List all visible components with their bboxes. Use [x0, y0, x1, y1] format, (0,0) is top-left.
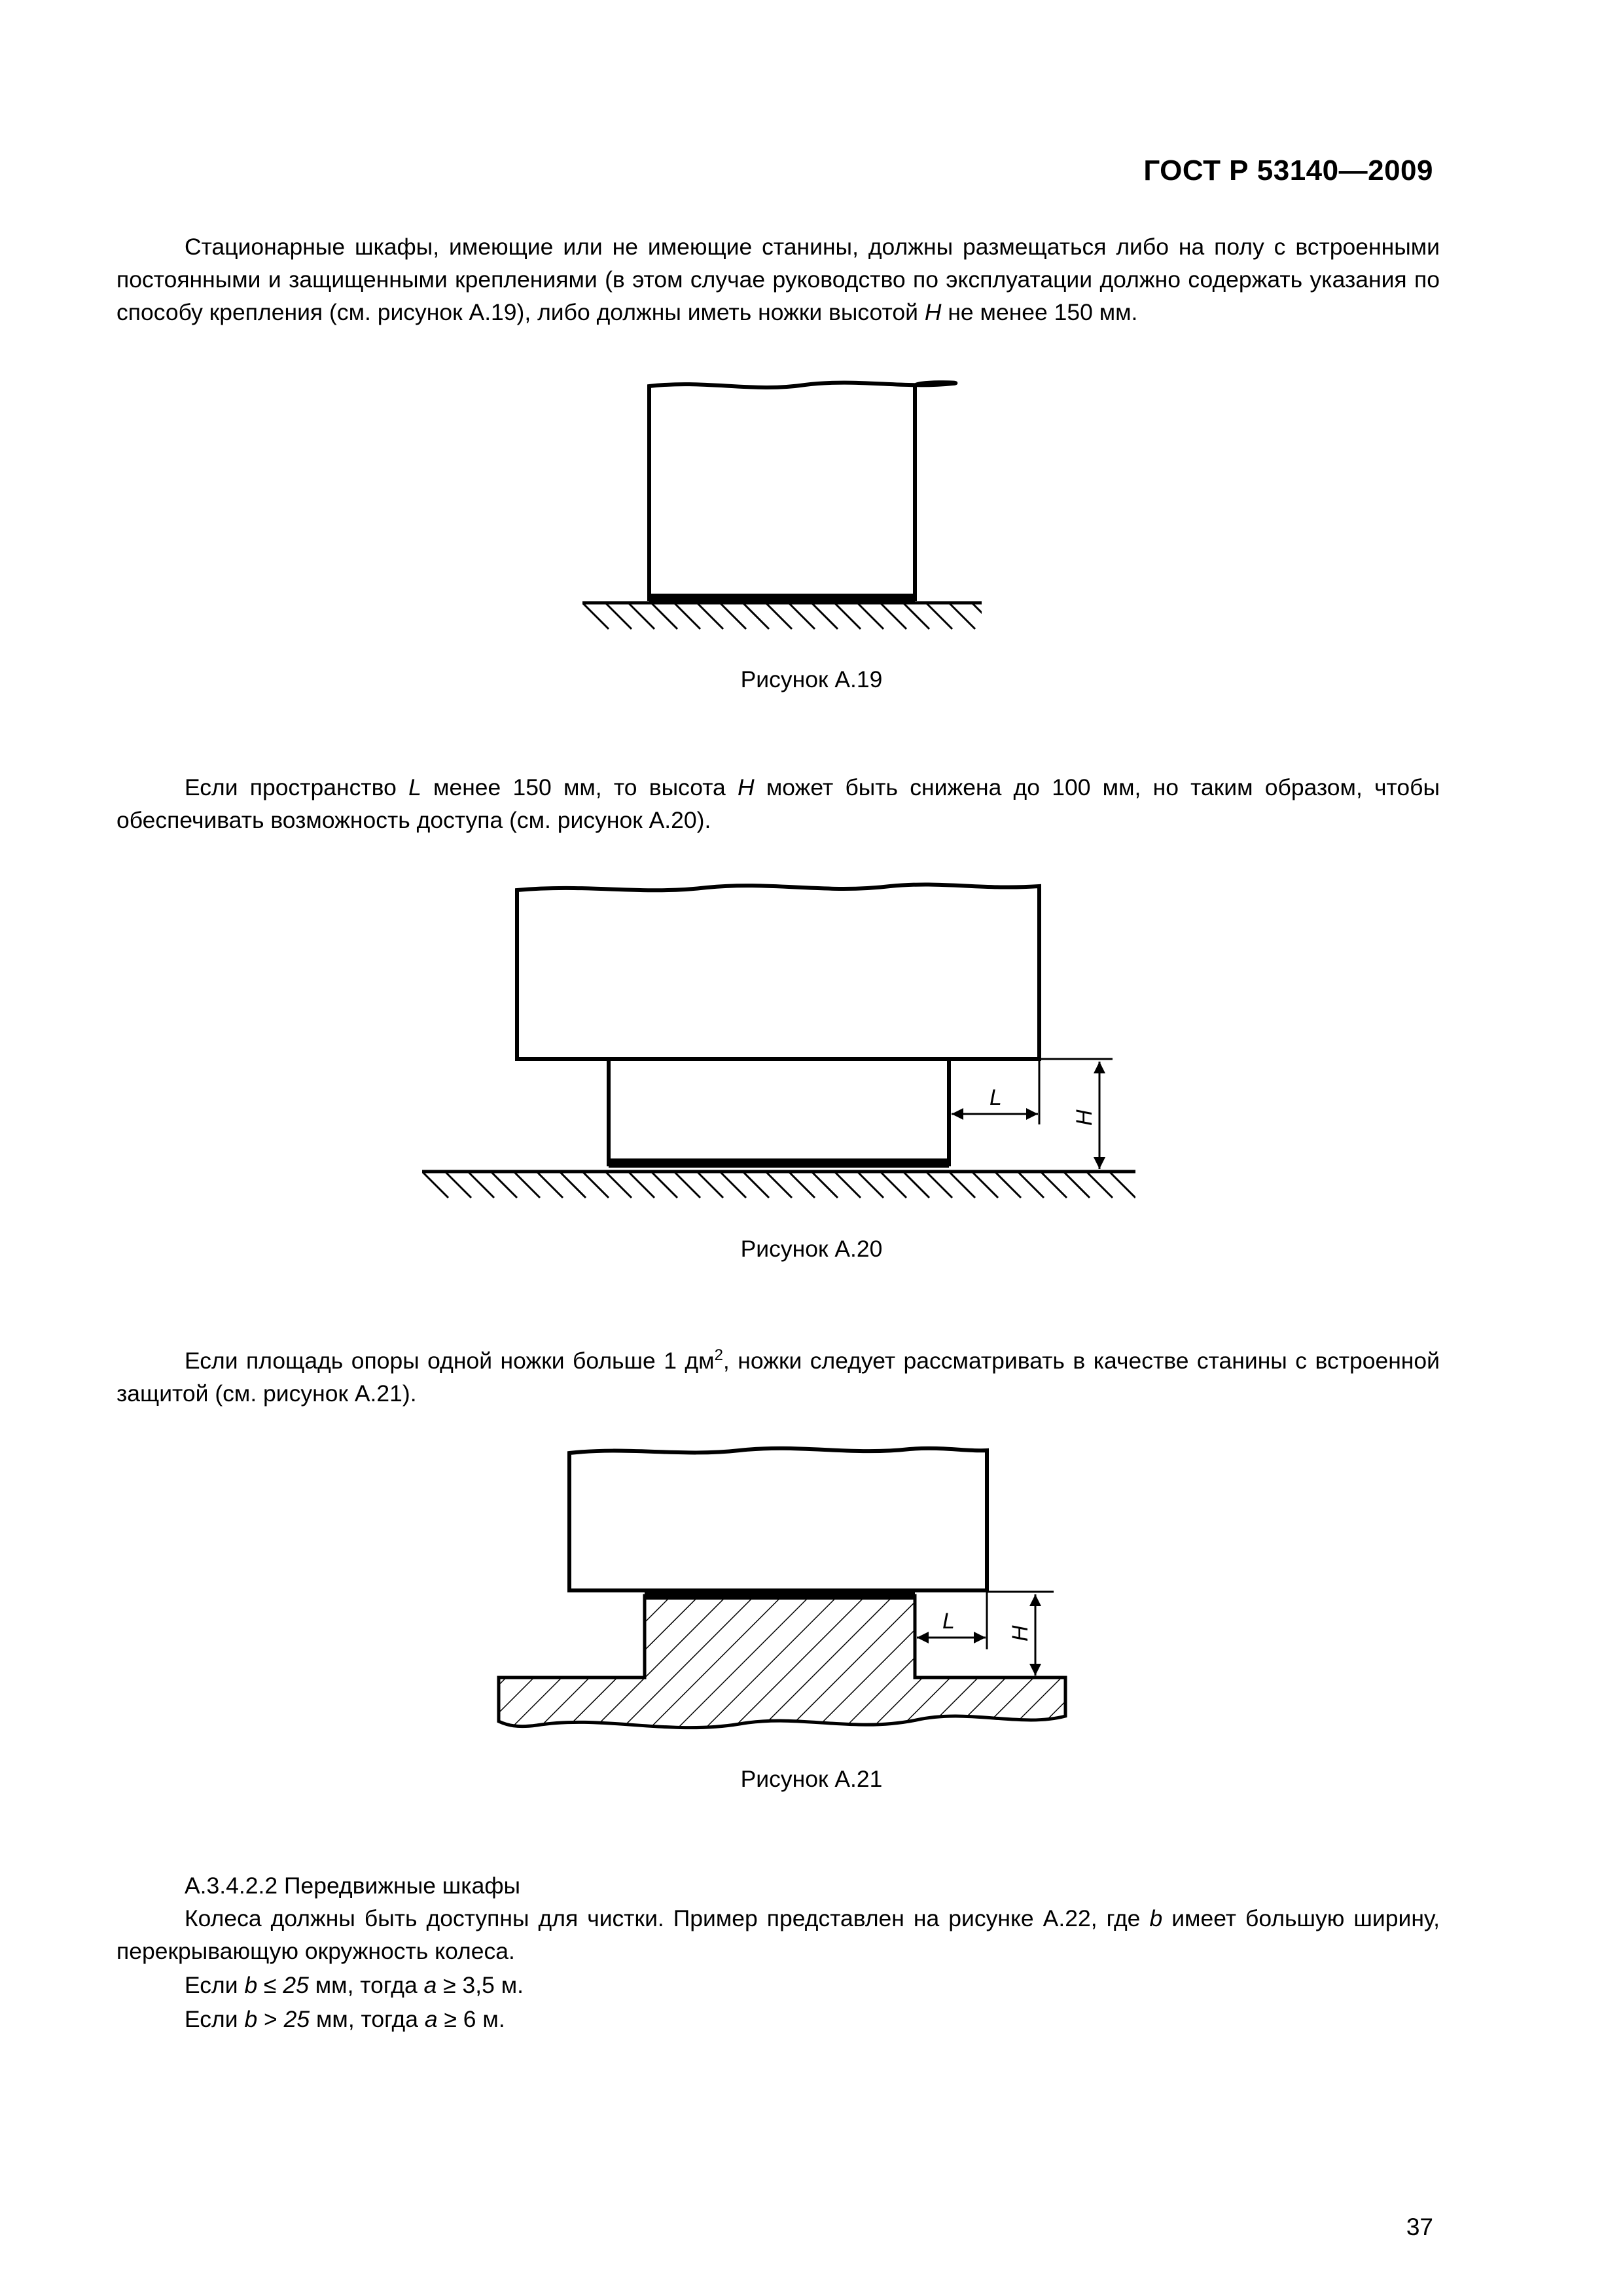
figure-a20 [0, 870, 1623, 1224]
paragraph-4-tail: имеет большую ширину, перекрывающую окружность колеса. [116, 1905, 1440, 1964]
condition-1: Если b ≤ 25 мм, тогда a ≥ 3,5 м. [185, 1972, 524, 1998]
paragraph-4-text: Колеса должны быть доступны для чистки. Пример представлен на рисунке А.22, где [185, 1905, 1150, 1931]
cabinet-leg [609, 1060, 949, 1166]
paragraph-2-text: Если пространство [185, 774, 409, 800]
cabinet-body [649, 382, 955, 601]
ground-with-plinth [499, 1596, 1065, 1728]
var-h: H [738, 774, 755, 800]
section-title: А.3.4.2.2 Передвижные шкафы [185, 1873, 521, 1899]
base-plate [649, 594, 915, 601]
paragraph-4 [116, 1902, 1440, 1967]
var-h: H [924, 299, 942, 325]
var-l: L [408, 774, 421, 800]
dimension-h-label: H [1008, 1625, 1033, 1641]
caption-a20: Рисунок А.20 [740, 1236, 883, 1262]
standard-header: ГОСТ Р 53140—2009 [1143, 154, 1433, 187]
floor-hatch [582, 603, 998, 629]
paragraph-2-mid: менее 150 мм, то высота [421, 774, 738, 800]
cabinet-body [569, 1448, 987, 1590]
paragraph-2-tail: может быть снижена до 100 мм, но таким образом, чтобы обеспечивать возможность доступа (см. рисунок А.20). [116, 774, 1440, 833]
page-number: 37 [1406, 2214, 1433, 2240]
paragraph-3 [116, 1339, 1440, 1410]
dimension-h-label: H [1072, 1109, 1097, 1126]
paragraph-1 [116, 230, 1440, 329]
paragraph-2 [116, 771, 1440, 836]
floor-hatch [422, 1172, 1135, 1198]
superscript-2: 2 [714, 1346, 723, 1364]
dimension-l-label: L [990, 1085, 1002, 1110]
paragraph-1-tail: не менее 150 мм. [941, 299, 1138, 325]
condition-2: Если b > 25 мм, тогда a ≥ 6 м. [185, 2006, 505, 2032]
figure-a19 [0, 367, 1623, 655]
dimension-l-label: L [942, 1609, 955, 1634]
paragraph-1-text: Стационарные шкафы, имеющие или не имеющие станины, должны размещаться либо на полу с встроенными постоянными и защищенными креплениями (в этом случае руководство по эксплуатации должно содержать указания по способу крепления (см. рисунок А.19), либо должны иметь ножки высотой [116, 234, 1440, 325]
plinth-top-plate [645, 1590, 915, 1600]
paragraph-3-text: Если площадь опоры одной ножки больше 1 дм [185, 1347, 715, 1374]
cabinet-body [517, 884, 1039, 1059]
leg-base-plate [609, 1158, 949, 1168]
figure-a21 [0, 1433, 1623, 1748]
caption-a19: Рисунок А.19 [740, 666, 883, 692]
caption-a21: Рисунок А.21 [740, 1766, 883, 1792]
paragraph-3-tail: , ножки следует рассматривать в качестве станины с встроенной защитой (см. рисунок А.21). [116, 1347, 1440, 1407]
var-b: b [1149, 1905, 1163, 1931]
